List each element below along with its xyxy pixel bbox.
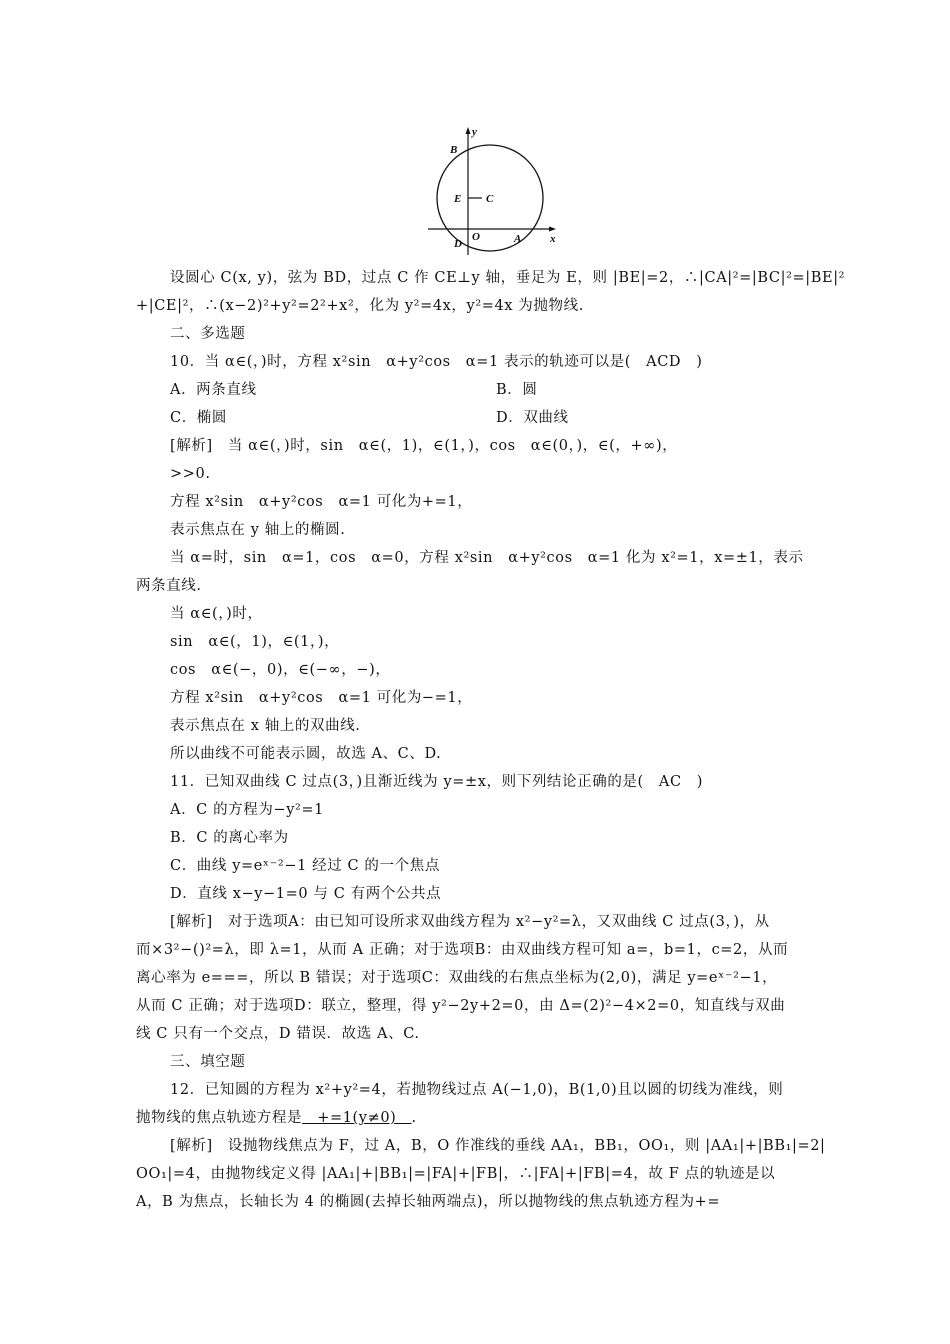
label-c: C (486, 193, 494, 205)
q10-option-c: C．椭圆 (170, 410, 227, 426)
q10-solution-line: 表示焦点在 x 轴上的双曲线. (170, 718, 361, 734)
y-axis-arrow (466, 127, 471, 134)
q12-solution-line: OO₁|=4，由抛物线定义得 |AA₁|+|BB₁|=|FA|+|FB|，∴|FA|+|FB|=4，故 F 点的轨迹是以 (136, 1166, 776, 1182)
problem9-solution-line2: +|CE|²，∴(x−2)²+y²=2²+x²，化为 y²=4x，y²=4x 为抛物线. (136, 298, 584, 314)
label-e: E (454, 193, 462, 205)
q12-solution-line: A，B 为焦点，长轴长为 4 的椭圆(去掉长轴两端点)，所以抛物线的焦点轨迹方程为+= (136, 1194, 721, 1210)
label-d: D (454, 238, 462, 250)
q10-solution-line: 方程 x²sin α+y²cos α=1 可化为−=1， (170, 690, 473, 706)
q10-stem: 10．当 α∈(，)时，方程 x²sin α+y²cos α=1 表示的轨迹可以是( ACD ) (170, 354, 703, 370)
q11-option-b: B．C 的离心率为 (170, 830, 289, 846)
q10-solution-line: >>0. (170, 466, 211, 482)
q11-option-a: A．C 的方程为−y²=1 (170, 802, 325, 818)
q11-solution-line: [解析] 对于选项A：由已知可设所求双曲线方程为 x²−y²=λ，又双曲线 C 过点(3，)，从 (170, 914, 770, 930)
q12-stem-suffix: . (411, 1110, 417, 1126)
q12-stem-line2 (136, 1108, 417, 1128)
label-a: A (514, 233, 522, 245)
q12-solution-line: [解析] 设抛物线焦点为 F，过 A，B，O 作准线的垂线 AA₁，BB₁，OO₁，则 |AA₁|+|BB₁|=2| (170, 1138, 826, 1154)
q10-solution-line: [解析] 当 α∈(，)时，sin α∈(，1)，∈(1，)，cos α∈(0，)，∈(，+∞)， (170, 438, 678, 454)
q10-solution-line: 表示焦点在 y 轴上的椭圆. (170, 522, 346, 538)
problem9-solution-line1: 设圆心 C(x, y)，弦为 BD，过点 C 作 CE⊥y 轴，垂足为 E，则 |BE|=2，∴|CA|²=|BC|²=|BE|² (170, 270, 846, 286)
q10-solution-line: 当 α∈(，)时， (170, 606, 263, 622)
q10-solution-line: 方程 x²sin α+y²cos α=1 可化为+=1， (170, 494, 473, 510)
q12-stem-prefix: 抛物线的焦点轨迹方程是 (136, 1110, 303, 1126)
q11-option-c: C．曲线 y=eˣ⁻²−1 经过 C 的一个焦点 (170, 858, 440, 874)
q10-solution-line: 两条直线. (136, 578, 202, 594)
label-b: B (450, 144, 458, 156)
q10-solution-line: 当 α=时，sin α=1，cos α=0，方程 x²sin α+y²cos α=1 化为 x²=1，x=±1，表示 (170, 550, 804, 566)
section-fill-in: 三、填空题 (170, 1054, 246, 1070)
label-x: x (550, 233, 556, 245)
q10-solution-line: 所以曲线不可能表示圆，故选 A、C、D. (170, 746, 442, 762)
q12-stem-line1: 12．已知圆的方程为 x²+y²=4，若抛物线过点 A(−1,0)，B(1,0)且以圆的切线为准线，则 (170, 1082, 784, 1098)
q10-option-b: B．圆 (496, 382, 538, 398)
q11-option-d: D．直线 x−y−1=0 与 C 有两个公共点 (170, 886, 442, 902)
circle-diagram (418, 124, 564, 256)
q11-solution-line: 从而 C 正确；对于选项D：联立，整理，得 y²−2y+2=0，由 Δ=(2)²−4×2=0，知直线与双曲 (136, 998, 786, 1014)
q12-answer-blank: +=1(y≠0) (302, 1110, 412, 1126)
q11-stem: 11．已知双曲线 C 过点(3，)且渐近线为 y=±x，则下列结论正确的是( AC ) (170, 774, 704, 790)
label-o: O (472, 231, 480, 243)
q11-solution-line: 离心率为 e===，所以 B 错误；对于选项C：双曲线的右焦点坐标为(2,0)，满足 y=eˣ⁻²−1， (136, 970, 778, 986)
x-axis-arrow (549, 227, 556, 232)
q11-solution-line: 而×3²−()²=λ，即 λ=1，从而 A 正确；对于选项B：由双曲线方程可知 a=，b=1，c=2，从而 (136, 942, 789, 958)
q10-solution-line: cos α∈(−，0)，∈(−∞，−)， (170, 662, 391, 678)
q10-solution-line: sin α∈(，1)，∈(1，)， (170, 634, 340, 650)
q10-option-d: D．双曲线 (496, 410, 569, 426)
section-multiple-choice: 二、多选题 (170, 326, 246, 342)
q11-solution-line: 线 C 只有一个交点，D 错误．故选 A、C. (136, 1026, 420, 1042)
q10-option-a: A．两条直线 (170, 382, 257, 398)
label-y: y (472, 126, 477, 138)
